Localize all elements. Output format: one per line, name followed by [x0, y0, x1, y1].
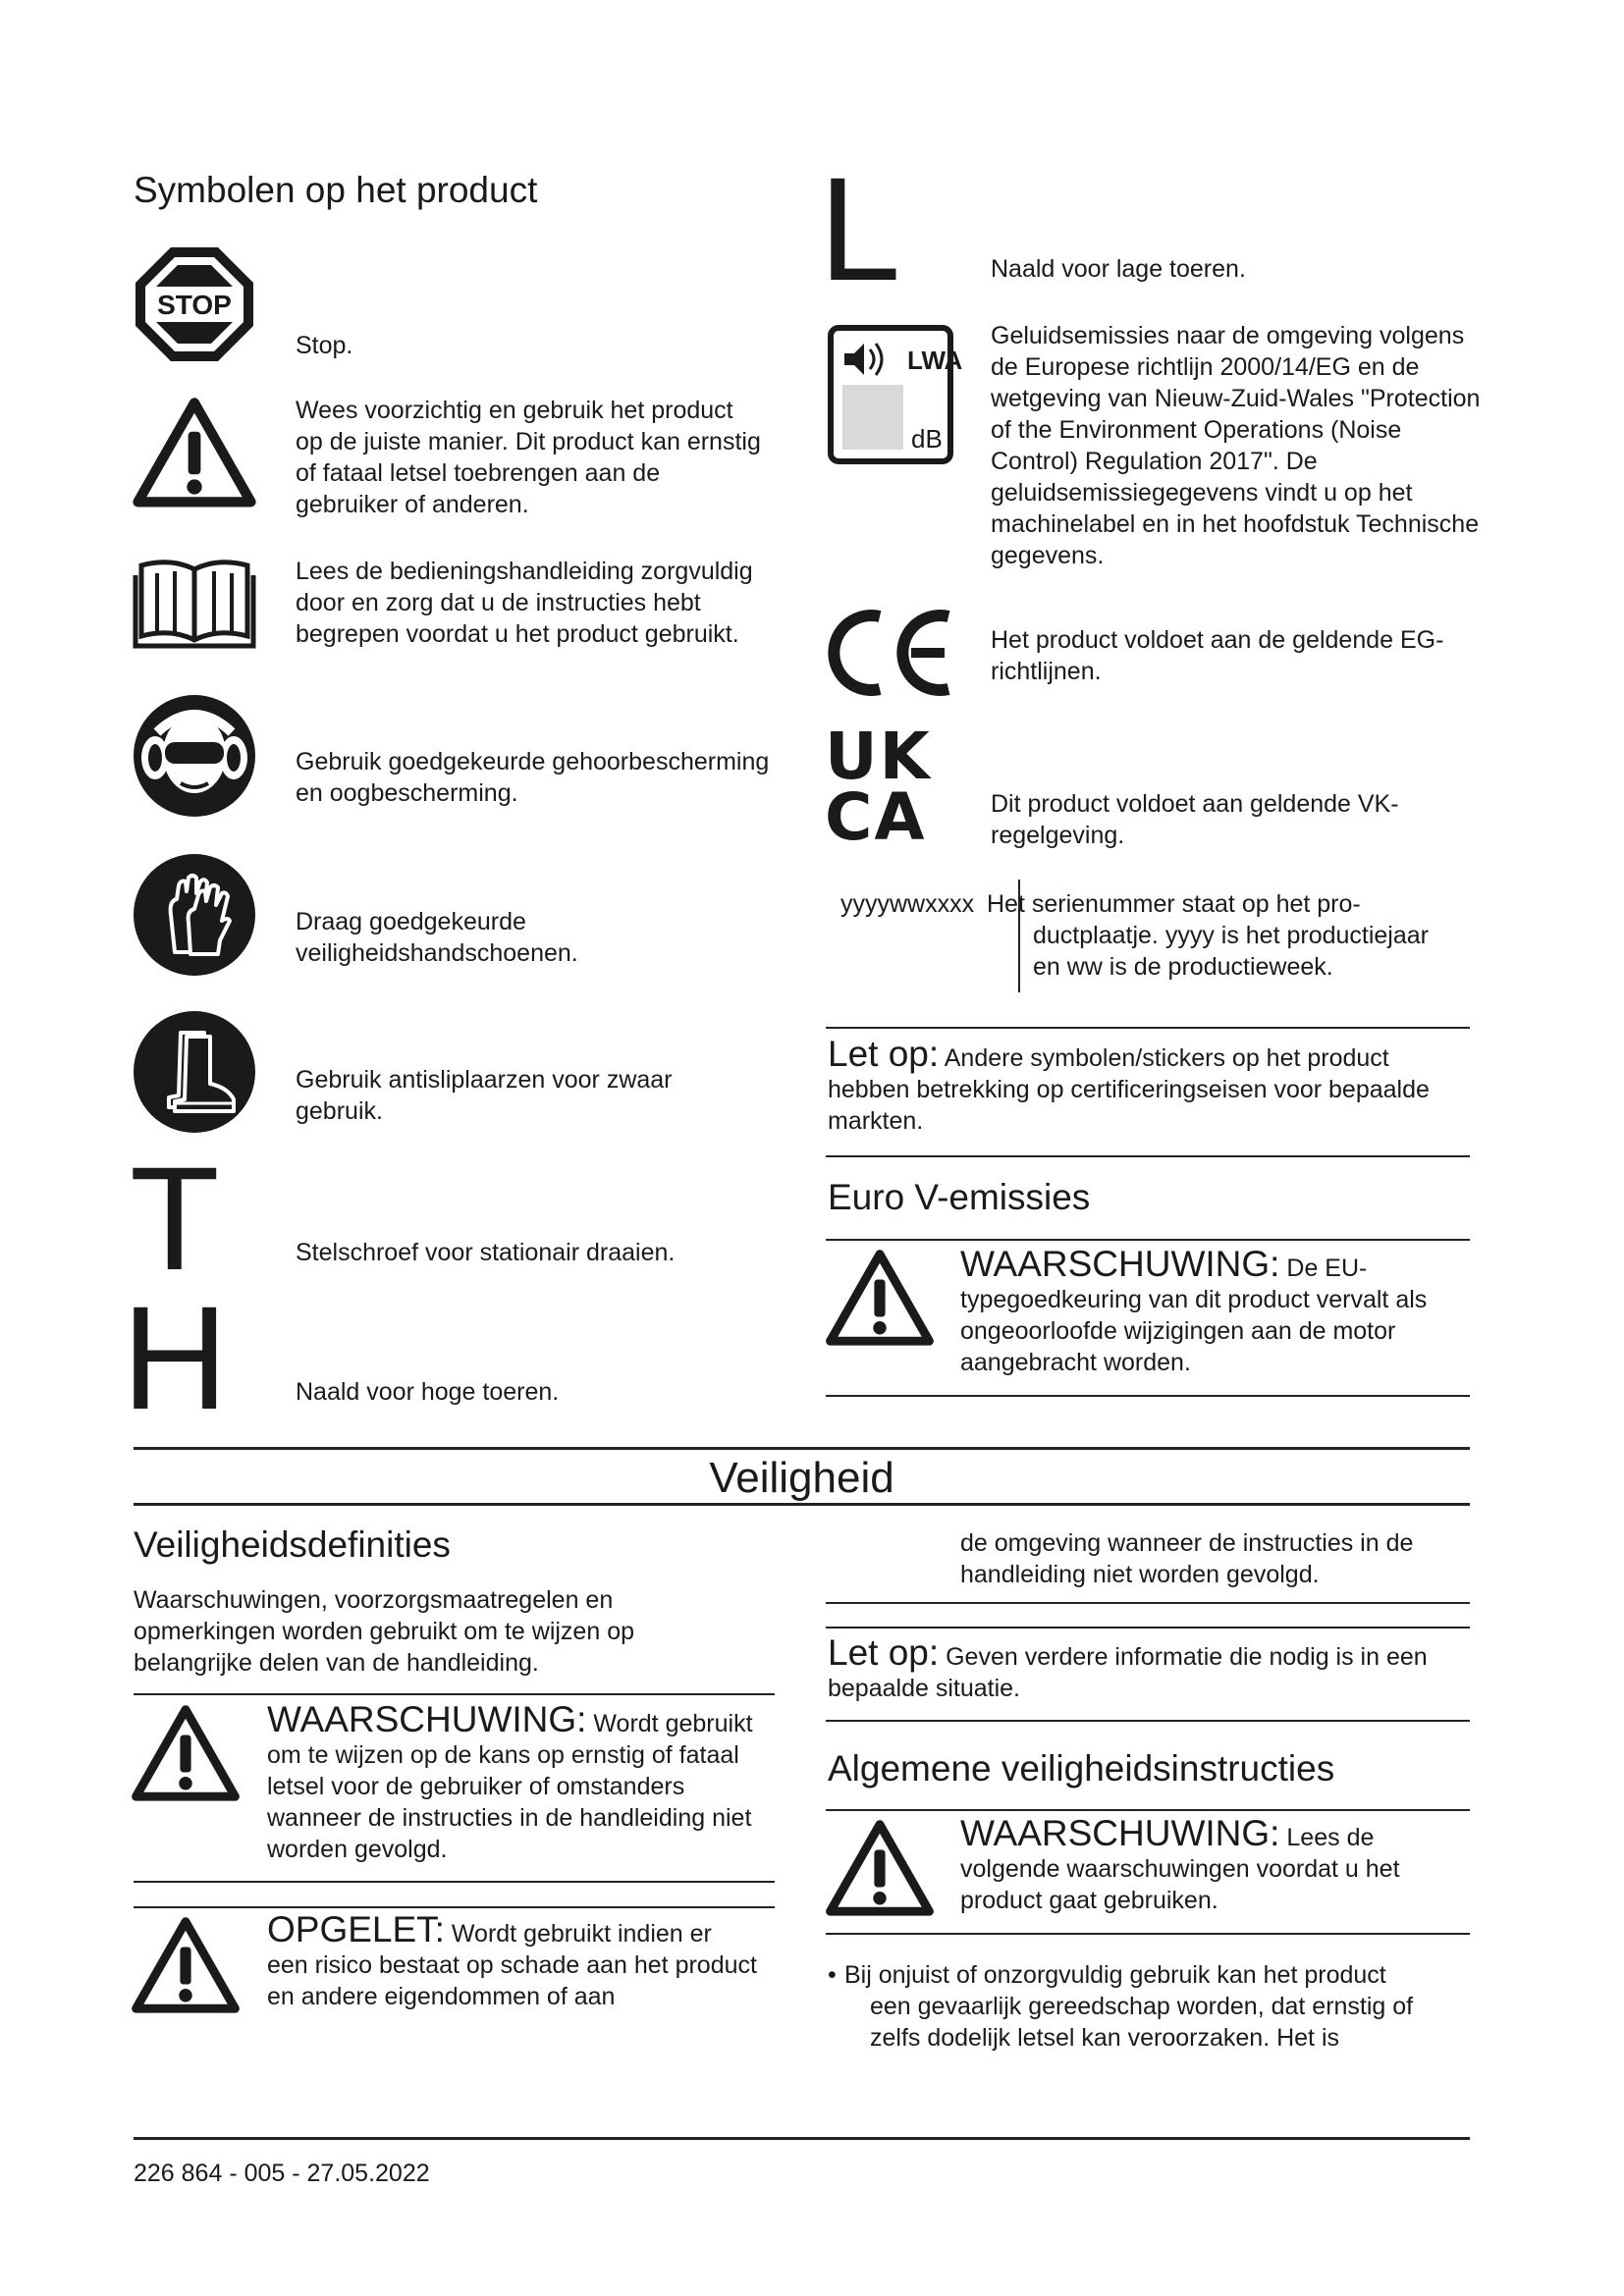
general-warning-icon	[825, 1819, 935, 1918]
boots-icon	[132, 1009, 257, 1135]
bullet-marker: •	[828, 1961, 837, 1989]
note-lead: Let op:	[828, 1034, 940, 1074]
ukca-mark-icon	[825, 719, 962, 855]
symbol-gloves-text: Draag goedgekeurde veiligheidshandschoenen.	[296, 908, 578, 967]
note2-rule-top	[826, 1627, 1470, 1629]
symbol-boots-text: Gebruik antisliplaarzen voor zwaar gebruik.	[296, 1066, 673, 1125]
svg-text:STOP: STOP	[157, 290, 232, 320]
caution-rule-top	[134, 1906, 775, 1908]
symbol-noise-text: Geluidsemissies naar de omgeving volgens de Europese richtlijn 2000/14/EG en de wetgeving van Nieuw-Zuid-Wales "Protection of the Environment Operations (Noise Control) Regulation 2017". De geluidsemissiegegevens vindt u op het machinelabel en in het hoofdstuk Technische gegevens.	[991, 322, 1481, 569]
ukca-bottom-letters: CA	[825, 779, 927, 855]
warning-rule-bottom	[134, 1881, 775, 1883]
ce-mark-icon	[823, 607, 956, 699]
serial-line-2: ductplaatje. yyyy is het productiejaar	[1033, 922, 1429, 949]
safety-title: Veiligheid	[709, 1454, 894, 1502]
gloves-icon	[132, 852, 257, 978]
warning-lead: WAARSCHUWING:	[267, 1699, 587, 1739]
warning-definition-block	[267, 1699, 778, 1865]
footer-doc-id: 226 864 - 005 - 27.05.2022	[134, 2160, 430, 2187]
letter-h-icon: H	[122, 1275, 229, 1440]
warning-text: Wordt gebruikt om te wijzen op de kans op ernstig of fataal letsel voor de gebruiker of omstanders wanneer de instructies in de handleiding niet worden gevolgd.	[267, 1710, 753, 1863]
general-heading: Algemene veiligheidsinstructies	[828, 1748, 1335, 1789]
caution-lead: OPGELET:	[267, 1909, 445, 1949]
euro-rule-top	[826, 1239, 1470, 1241]
letter-t-icon: T	[130, 1136, 220, 1301]
note2-lead: Let op:	[828, 1632, 940, 1673]
symbol-h-text: Naald voor hoge toeren.	[296, 1378, 560, 1406]
general-rule-bottom	[826, 1933, 1470, 1935]
symbol-ce-text: Het product voldoet aan de geldende EG-richtlijnen.	[991, 626, 1444, 685]
symbols-heading: Symbolen op het product	[134, 170, 538, 210]
symbol-manual-text: Lees de bedieningshandleiding zorgvuldig door en zorg dat u de instructies hebt begrepen voordat u het product gebruikt.	[296, 558, 753, 648]
manual-book-icon	[132, 558, 257, 650]
euro-rule-bottom	[826, 1395, 1470, 1397]
euro-warning-block	[960, 1244, 1461, 1378]
svg-text:LWA: LWA	[907, 346, 963, 375]
footer-rule	[134, 2137, 1470, 2140]
serial-line-1: Het serienummer staat op het pro-	[987, 890, 1361, 918]
symbol-t-text: Stelschroef voor stationair draaien.	[296, 1239, 676, 1266]
general-warning-lead: WAARSCHUWING:	[960, 1813, 1280, 1853]
definitions-heading: Veiligheidsdefinities	[134, 1524, 451, 1565]
caution-text: Wordt gebruikt indien er een risico bestaat op schade aan het product en andere eigendommen of aan	[267, 1920, 757, 2010]
warning-triangle-icon	[132, 397, 257, 509]
symbol-ukca-text: Dit product voldoet aan geldende VK-regelgeving.	[991, 790, 1399, 849]
bullet-text-content: Bij onjuist of onzorgvuldig gebruik kan het product een gevaarlijk gereedschap worden, dat ernstig of zelfs dodelijk letsel kan veroorzaken. Het is	[844, 1961, 1414, 2052]
symbol-protection-text: Gebruik goedgekeurde gehoorbescherming en oogbescherming.	[296, 748, 770, 807]
definitions-intro: Waarschuwingen, voorzorgsmaatregelen en opmerkingen worden gebruikt om te wijzen op belangrijke delen van de handleiding.	[134, 1586, 634, 1677]
noise-label-icon	[827, 324, 963, 465]
serial-code: yyyywwxxxx	[840, 890, 975, 918]
euro-heading: Euro V-emissies	[828, 1177, 1091, 1217]
caution-definition-block	[267, 1909, 758, 2012]
ear-eye-protection-icon	[132, 693, 257, 819]
serial-line-3: en ww is de productieweek.	[1033, 953, 1333, 981]
safety-rule-top	[134, 1447, 1470, 1450]
symbol-warning-text: Wees voorzichtig en gebruik het product op de juiste manier. Dit product kan ernstig of fataal letsel toebrengen aan de gebruiker of anderen.	[296, 397, 761, 518]
general-warning-text: Lees de volgende waarschuwingen voordat u het product gaat gebruiken.	[960, 1824, 1400, 1914]
euro-warning-icon	[825, 1249, 935, 1348]
euro-warning-text: De EU-typegoedkeuring van dit product vervalt als ongeoorloofde wijzigingen aan de motor aangebracht worden.	[960, 1255, 1428, 1376]
general-rule-top	[826, 1809, 1470, 1811]
note-rule-bottom	[826, 1155, 1470, 1157]
bullet-text	[844, 1959, 1434, 2054]
note-text: Andere symbolen/stickers op het product hebben betrekking op certificeringseisen voor bepaalde markten.	[828, 1044, 1430, 1135]
note2-text: Geven verdere informatie die nodig is in een bepaalde situatie.	[828, 1643, 1428, 1702]
warning-rule-top	[134, 1693, 775, 1695]
note-block	[828, 1034, 1466, 1137]
caution-definition-icon	[131, 1916, 241, 2015]
letter-l-icon: L	[819, 146, 901, 311]
svg-text:dB: dB	[911, 424, 943, 454]
warning-definition-icon	[131, 1704, 241, 1803]
note2-block	[828, 1632, 1466, 1704]
caution-rule-bottom	[826, 1602, 1470, 1604]
general-warning-block	[960, 1813, 1461, 1916]
caution-continuation: de omgeving wanneer de instructies in de handleiding niet worden gevolgd.	[960, 1529, 1414, 1588]
symbol-stop-text: Stop.	[296, 332, 353, 359]
safety-rule-bottom	[134, 1503, 1470, 1506]
note-rule-top	[826, 1027, 1470, 1029]
euro-warning-lead: WAARSCHUWING:	[960, 1244, 1280, 1284]
ukca-top-letters: UK	[825, 719, 932, 794]
note2-rule-bottom	[826, 1720, 1470, 1722]
symbol-l-text: Naald voor lage toeren.	[991, 255, 1246, 283]
stop-sign-icon	[132, 243, 257, 365]
